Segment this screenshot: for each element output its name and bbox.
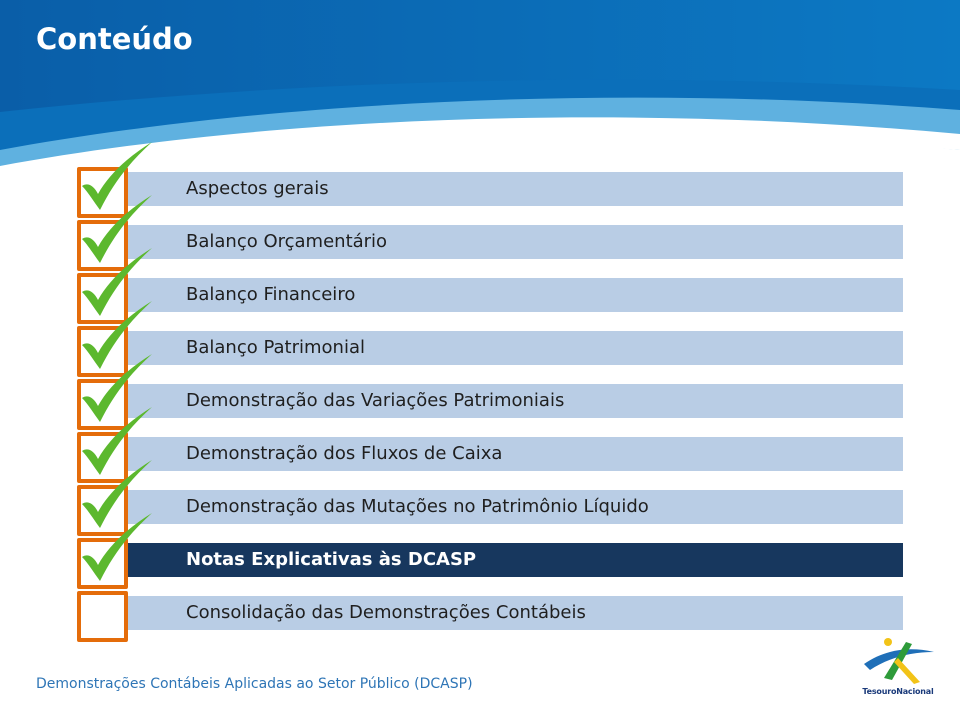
agenda-item-label: Balanço Patrimonial [186,337,365,358]
agenda-item-label: Notas Explicativas às DCASP [186,549,477,570]
agenda-item-label: Demonstração dos Fluxos de Caixa [186,443,503,464]
agenda-item [0,307,960,367]
tesouro-nacional-logo [858,636,938,700]
logo-mark-icon [858,636,938,688]
agenda-item [0,413,960,473]
logo-text: TesouroNacional [862,687,934,696]
agenda-item-label: Balanço Financeiro [186,284,356,305]
agenda-item-label: Balanço Orçamentário [186,231,388,252]
agenda-item-label: Demonstração das Mutações no Patrimônio Líquido [186,496,649,517]
page-title: Conteúdo [36,22,193,56]
agenda-item [0,360,960,420]
agenda-item-label: Demonstração das Variações Patrimoniais [186,390,565,411]
agenda-item [0,466,960,526]
agenda-item [0,148,960,208]
agenda-item [0,254,960,314]
agenda-item [0,572,960,632]
checkbox-icon [77,591,128,642]
agenda-item [0,519,960,579]
agenda-item [0,201,960,261]
footer-text: Demonstrações Contábeis Aplicadas ao Setor Público (DCASP) [36,676,473,692]
agenda-item-label: Consolidação das Demonstrações Contábeis [186,602,586,623]
agenda-item-label: Aspectos gerais [186,178,329,199]
